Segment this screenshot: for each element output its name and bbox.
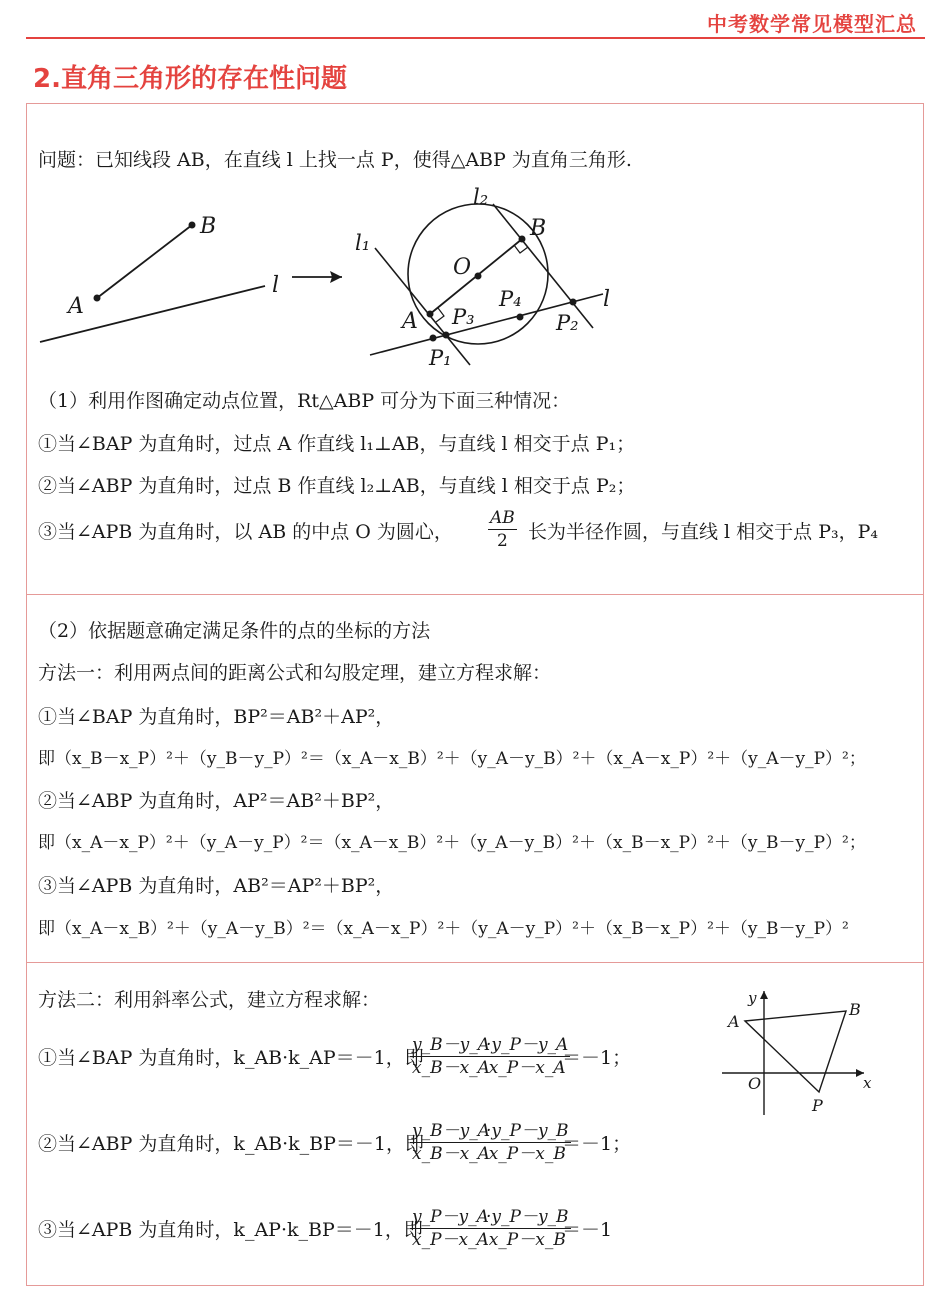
fraction-numerator: y_B－y_A [412,1121,490,1141]
label-b: B [530,216,547,241]
label-p1: P₁ [429,346,452,370]
box-part2 [26,595,924,963]
fraction-numerator: y_P－y_A [412,1207,489,1227]
label-p2: P₂ [556,311,579,335]
fraction-numerator: ·y_P－y_B [486,1207,569,1227]
part1-case2: ②当∠ABP 为直角时，过点 B 作直线 l₂⊥AB，与直线 l 相交于点 P₂； [38,475,636,497]
part1-case3-suffix: 长为半径作圆，与直线 l 相交于点 P₃，P₄ [528,521,878,543]
right-angle-b [514,245,528,253]
m1-case3-equation: 即（x_A－x_B）²＋（y_A－y_B）²＝（x_A－x_P）²＋（y_A－y_P）²＋（x_B－x_P）²＋（y_B－y_P）² [38,919,849,939]
m2-case1-prefix: ①当∠BAP 为直角时，k_AB·k_AP＝－1，即 [38,1047,424,1069]
segment-ab [97,225,192,298]
point-p2 [570,299,577,306]
label-p4: P₄ [499,287,522,311]
part1-case1: ①当∠BAP 为直角时，过点 A 作直线 l₁⊥AB，与直线 l 相交于点 P₁； [38,433,636,455]
m2-case3-fraction2 [484,1206,571,1251]
label-o: O [453,255,472,280]
y-axis-arrow [760,991,768,999]
fraction-numerator: AB [490,508,515,528]
fraction-denominator: x_P－x_A [412,1230,489,1250]
m1-case2: ②当∠ABP 为直角时，AP²＝AB²＋BP²， [38,790,395,812]
section-title: 2.直角三角形的存在性问题 [33,64,347,94]
m1-case1-equation: 即（x_B－x_P）²＋（y_B－y_P）²＝（x_A－x_B）²＋（y_A－y_B）²＋（x_A－x_P）²＋（y_A－y_P）²； [38,749,866,769]
m1-case1: ①当∠BAP 为直角时，BP²＝AB²＋AP²， [38,706,395,728]
label-x: x [863,1074,872,1092]
m2-case3-prefix: ③当∠APB 为直角时，k_AP·k_BP＝－1，即 [38,1219,423,1241]
m2-case2-suffix: ＝－1； [562,1133,632,1155]
fraction-numerator: y_B－y_A [412,1035,490,1055]
segment-diagram [30,200,360,360]
m2-case1-suffix: ＝－1； [562,1047,632,1069]
m1-case2-equation: 即（x_A－x_P）²＋（y_A－y_P）²＝（x_A－x_B）²＋（y_A－y_B）²＋（x_B－x_P）²＋（y_B－y_P）²； [38,833,866,853]
part1-intro: （1）利用作图确定动点位置，Rt△ABP 可分为下面三种情况： [38,390,571,412]
m2-case3-fraction1 [410,1206,491,1251]
part1-case3-prefix: ③当∠APB 为直角时，以 AB 的中点 O 为圆心， [38,521,453,543]
label-b: B [849,1000,861,1019]
part2-intro: （2）依据题意确定满足条件的点的坐标的方法 [38,620,431,642]
label-origin: O [748,1074,762,1093]
label-a: A [728,1012,740,1031]
point-b [519,236,526,243]
label-a: A [68,294,84,319]
right-angle-a [436,308,444,322]
m2-case2-prefix: ②当∠ABP 为直角时，k_AB·k_BP＝－1，即 [38,1133,425,1155]
point-o [475,273,482,280]
label-y: y [748,989,757,1007]
point-a [427,311,434,318]
point-p4 [517,314,524,321]
label-l1: l₁ [355,231,371,255]
fraction-denominator: x_P－x_A [488,1058,566,1078]
top-rule [26,37,925,39]
method1-title: 方法一：利用两点间的距离公式和勾股定理，建立方程求解： [38,662,552,684]
problem-statement: 问题：已知线段 AB，在直线 l 上找一点 P，使得△ABP 为直角三角形. [38,149,632,171]
fraction-denominator: x_B－x_A [412,1144,490,1164]
method2-title: 方法二：利用斜率公式，建立方程求解： [38,989,381,1011]
fraction-numerator: ·y_P－y_B [486,1121,569,1141]
label-p3: P₃ [452,305,475,329]
label-b: B [200,214,217,239]
m1-case3: ③当∠APB 为直角时，AB²＝AP²＋BP²， [38,875,395,897]
point-b [189,222,196,229]
coordinate-diagram [718,985,888,1120]
label-l2: l₂ [473,185,489,209]
part1-case3-fraction [488,507,517,552]
m2-case1-fraction2 [484,1034,570,1079]
m2-case2-fraction1 [410,1120,492,1165]
fraction-denominator: x_B－x_A [412,1058,490,1078]
m2-case1-fraction1 [410,1034,492,1079]
label-l: l [272,273,280,298]
label-l: l [603,287,611,312]
point-p1 [443,332,450,339]
fraction-denominator: x_P－x_B [488,1144,566,1164]
m2-case2-fraction2 [484,1120,571,1165]
top-banner: 中考数学常见模型汇总 [707,12,917,36]
fraction-denominator: x_P－x_B [488,1230,566,1250]
fraction-denominator: 2 [496,531,508,551]
point-a [94,295,101,302]
point-p3 [430,335,437,342]
construction-diagram [345,180,635,380]
m2-case3-suffix: ＝－1 [562,1219,613,1241]
fraction-numerator: ·y_P－y_A [486,1035,569,1055]
label-a: A [402,309,418,334]
label-p: P [812,1096,823,1115]
